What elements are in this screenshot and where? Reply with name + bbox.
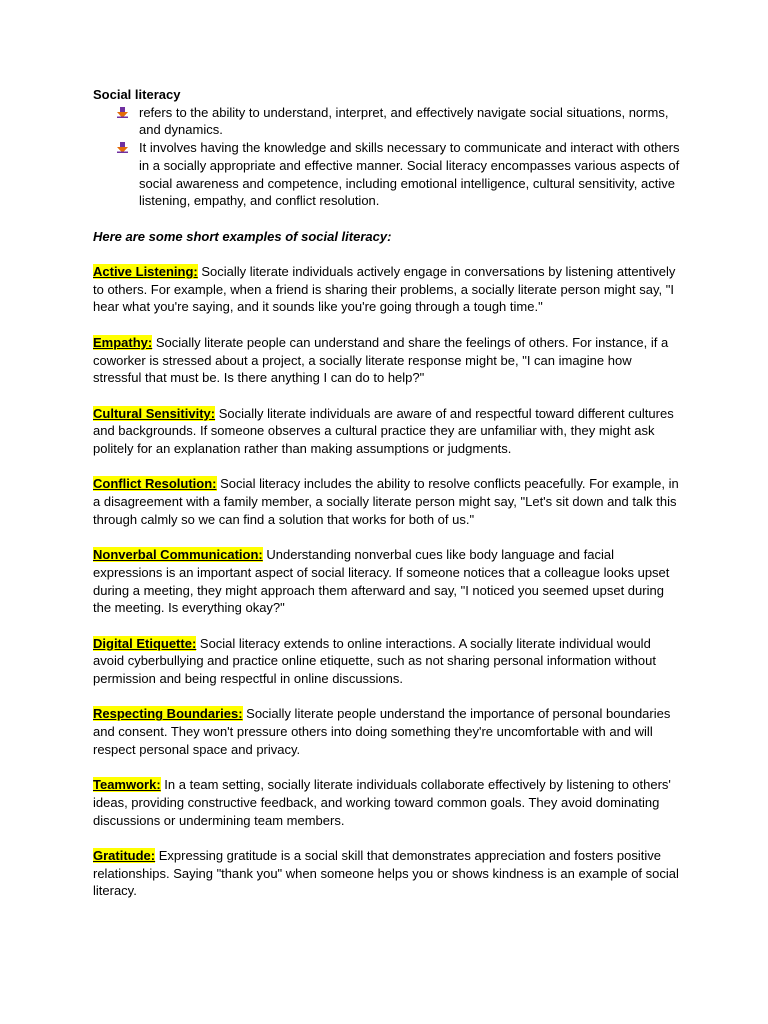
example-paragraph xyxy=(93,475,683,528)
document-title: Social literacy xyxy=(93,87,181,102)
example-term: Conflict Resolution: xyxy=(93,476,217,492)
example-term: Nonverbal Communication: xyxy=(93,547,263,563)
example-term: Empathy: xyxy=(93,334,153,350)
definition-item xyxy=(139,104,683,139)
example-term: Respecting Boundaries: xyxy=(93,706,243,722)
document-page xyxy=(93,86,683,900)
definition-item xyxy=(139,139,683,210)
example-term: Digital Etiquette: xyxy=(93,635,197,651)
example-text: Expressing gratitude is a social skill that demonstrates appreciation and fosters positive relationships. Saying "thank you" when someone helps you or shows kindness is an example of social literacy. xyxy=(93,848,679,899)
example-paragraph xyxy=(93,263,683,316)
example-text: Socially literate people can understand and share the feelings of others. For instance, if a coworker is stressed about a project, a socially literate response might be, "I can imagine how stressful that must be. Is there anything I can do to help?" xyxy=(93,334,669,386)
arrow-bullet-icon xyxy=(117,142,128,153)
example-text: Socially literate individuals actively engage in conversations by listening attentively to others. For example, when a friend is sharing their problems, a socially literate person might say, "I hear what you're saying, and it sounds like you're going through a tough time." xyxy=(93,264,676,315)
definition-text: refers to the ability to understand, interpret, and effectively navigate social situations, norms, and dynamics. xyxy=(139,104,669,138)
example-paragraph xyxy=(93,705,683,758)
example-term: Active Listening: xyxy=(93,264,198,279)
example-term: Cultural Sensitivity: xyxy=(93,405,216,421)
examples-intro: Here are some short examples of social literacy: xyxy=(93,228,392,244)
example-text: Social literacy includes the ability to resolve conflicts peacefully. For example, in a disagreement with a family member, a socially literate person might say, "Let's sit down and talk this through calmly so we can find a solution that works for both of us." xyxy=(93,476,679,527)
example-term: Teamwork: xyxy=(93,777,161,793)
example-text: Social literacy extends to online interactions. A socially literate individual would avoid cyberbullying and practice online etiquette, such as not sharing personal information without permission and being respectful in online discussions. xyxy=(93,635,656,687)
example-text: Socially literate individuals are aware of and respectful toward different cultures and backgrounds. If someone observes a cultural practice they are unfamiliar with, they might ask politely for an explanation rather than making assumptions or judgments. xyxy=(93,405,674,456)
example-term: Gratitude: xyxy=(93,848,156,864)
example-paragraph xyxy=(93,776,683,829)
example-text: Understanding nonverbal cues like body language and facial expressions is an important aspect of social literacy. If someone notices that a colleague looks upset during a meeting, they might approach them afterward and say, "I noticed you seemed upset during the meeting. Is everything okay?" xyxy=(93,547,670,616)
definition-text: It involves having the knowledge and skills necessary to communicate and interact with others in a socially appropriate and effective manner. Social literacy encompasses various aspects of social awareness and competence, including emotional intelligence, cultural sensitivity, active listening, empathy, and conflict resolution. xyxy=(139,140,680,209)
example-text: In a team setting, socially literate individuals collaborate effectively by listening to others' ideas, providing constructive feedback, and working toward common goals. They avoid dominating discussions or undermining team members. xyxy=(93,777,671,828)
arrow-bullet-icon xyxy=(117,107,128,118)
definition-list xyxy=(93,104,683,210)
example-paragraph xyxy=(93,405,683,458)
example-paragraph xyxy=(93,847,683,900)
example-paragraph xyxy=(93,546,683,617)
example-text: Socially literate people understand the importance of personal boundaries and consent. They won't pressure others into doing something they're uncomfortable with and will respect personal space and privacy. xyxy=(93,706,671,757)
example-paragraph xyxy=(93,334,683,387)
example-paragraph xyxy=(93,635,683,688)
